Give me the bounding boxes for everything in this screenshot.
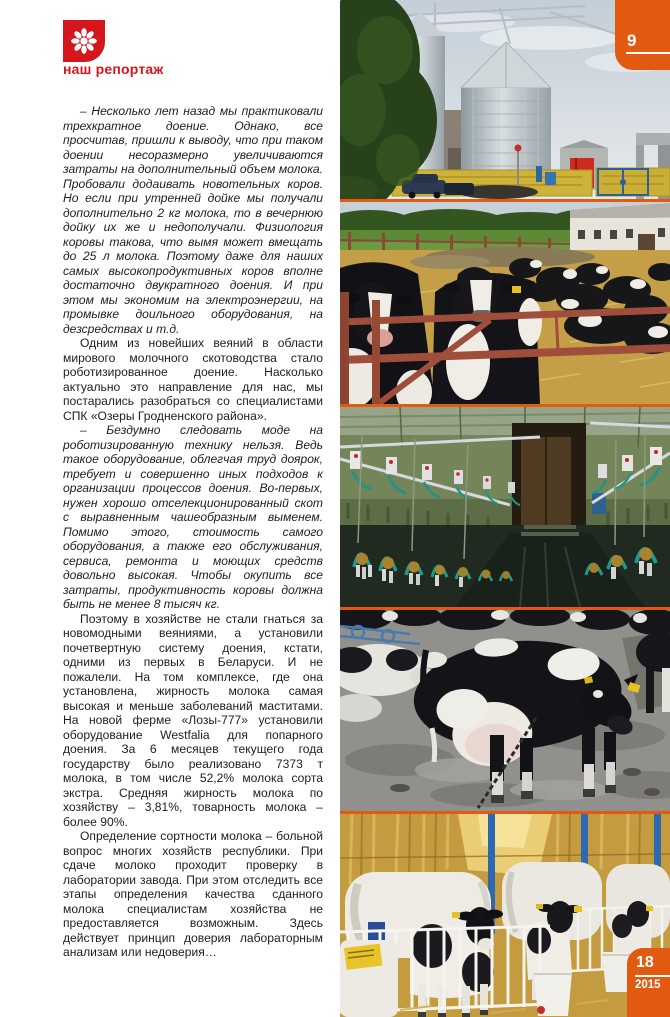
photo-cow-walking [340, 610, 670, 811]
article-paragraph: – Бездумно следовать моде на роботизированную технику нельзя. Ведь такое оборудование, облегчая труд доярок, требует и совершенно иных подходов к организации процессов доения. Во-первых, нужен хорошо отселекционированный скот с выравненным чашеобразным выменем. Помимо этого, стоимость самого оборудования, а также его обслуживания, сервиса, ремонта и моющих средств довольно высокая. Чтобы окупить все затраты, продуктивность коровы должна быть не менее 8 тысяч кг. [63, 423, 323, 611]
article-paragraph: – Несколько лет назад мы практиковали трехкратное доение. Однако, все просчитав, пришли к выводу, что при таком доении несоразмерно увеличиваются затраты на дополнительный объем молока. Пробовали додаивать новотельных коров. Но если при утренней дойке мы получали дополнительно 2 кг молока, то в вечернюю дойку их же и недополучали. Физиология коровы такова, что вымя может вмещать до 25 л молока. Поэтому даже для наших самых высокопродуктивных коров вполне достаточно двукратного доения. И при этом мы экономим на электроэнергии, на промывке доильного оборудования, на дезсредствах и т.д. [63, 104, 323, 336]
photo-milking-parlour [340, 407, 670, 607]
magazine-logo [63, 20, 105, 62]
photo-column [340, 0, 670, 1017]
badge-rule [635, 975, 670, 977]
article-body [63, 104, 323, 960]
photo-cows-feedlot [340, 202, 670, 404]
flower-icon [70, 27, 98, 55]
issue-badge [627, 948, 670, 1017]
photo-calf-hutches [340, 814, 670, 1017]
section-label: наш репортаж [63, 61, 164, 77]
issue-number: 18 [636, 954, 654, 971]
article-paragraph: Определение сортности молока – больной вопрос многих хозяйств республики. При сдаче молоко проходит проверку в лаборатории завода. При этом отследить все этапы определения качества сданного молока специалистам хозяйства не предоставляется возможным. Здесь действует принцип доверия лабораторным анализам или недоверия… [63, 829, 323, 959]
page-number: 9 [627, 31, 637, 50]
article-paragraph: Поэтому в хозяйстве не стали гнаться за новомодными веяниями, а установили почетвертную систему доения, кстати, одними из первых в Беларуси. И не пожалели. На том комплексе, где она установлена, жирность молока самая высокая и меньше заболеваний маститами. На новой ферме «Лозы-777» установили оборудование Westfalia для попарного доения. За 6 месяцев текущего года государству было реализовано 7373 т молока, в том числе 52,2% молока сорта экстра. Средняя жирность молока по хозяйству – 3,81%, товарность молока – более 90%. [63, 611, 323, 829]
badge-rule [626, 52, 670, 54]
article-paragraph: Одним из новейших веяний в области мирового молочного скотоводства стало роботизированное доение. Насколько актуально это направление для нас, мы постарались разобраться со специалистами СПК «Озеры Гродненского района». [63, 336, 323, 423]
page-number-badge [615, 0, 670, 70]
issue-year: 2015 [635, 979, 661, 991]
